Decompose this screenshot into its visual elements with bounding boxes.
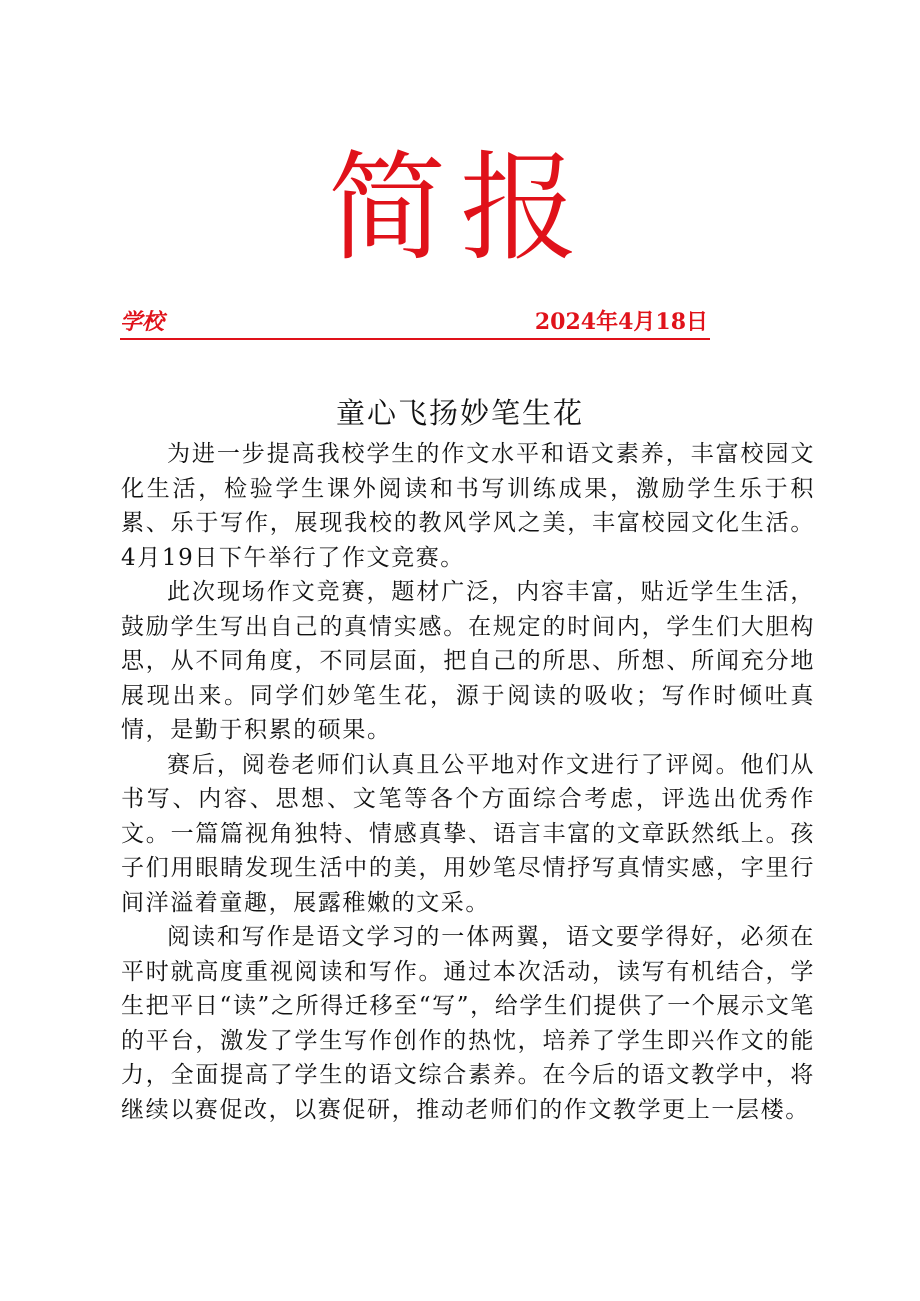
article-title: 童心飞扬妙笔生花 <box>335 396 584 430</box>
issue-date: 2024年4月18日 <box>534 309 708 335</box>
school-label: 学校 <box>120 309 165 335</box>
article-paragraph: 阅读和写作是语文学习的一体两翼，语文要学得好，必须在平时就高度重视阅读和写作。通过本次活动，读写有机结合，学生把平日“读”之所得迁移至“写”，给学生们提供了一个展示文笔的平台，激发了学生写作创作的热忱，培养了学生即兴作文的能力，全面提高了学生的语文综合素养。在今后的语文教学中，将继续以赛促改，以赛促研，推动老师们的作文教学更上一层楼。 <box>121 924 815 1123</box>
article-paragraph: 赛后，阅卷老师们认真且公平地对作文进行了评阅。他们从书写、内容、思想、文笔等各个方面综合考虑，评选出优秀作文。一篇篇视角独特、情感真挚、语言丰富的文章跃然纸上。孩子们用眼睛发现生活中的美，用妙笔尽情抒写真情实感，字里行间洋溢着童趣，展露稚嫩的文采。 <box>121 751 815 916</box>
masthead-title: 简报 <box>327 139 592 277</box>
article-paragraph: 此次现场作文竞赛，题材广泛，内容丰富，贴近学生生活，鼓励学生写出自己的真情实感。在规定的时间内，学生们大胆构思，从不同角度，不同层面，把自己的所思、所想、所闻充分地展现出来。同学们妙笔生花，源于阅读的吸收；写作时倾吐真情，是勤于积累的硕果。 <box>121 579 815 743</box>
article-body <box>121 437 815 1127</box>
meta-line <box>120 306 710 340</box>
article-paragraph: 为进一步提高我校学生的作文水平和语文素养，丰富校园文化生活，检验学生课外阅读和书写训练成果，激励学生乐于积累、乐于写作，展现我校的教风学风之美，丰富校园文化生活。4月19日下午举行了作文竞赛。 <box>121 441 815 571</box>
